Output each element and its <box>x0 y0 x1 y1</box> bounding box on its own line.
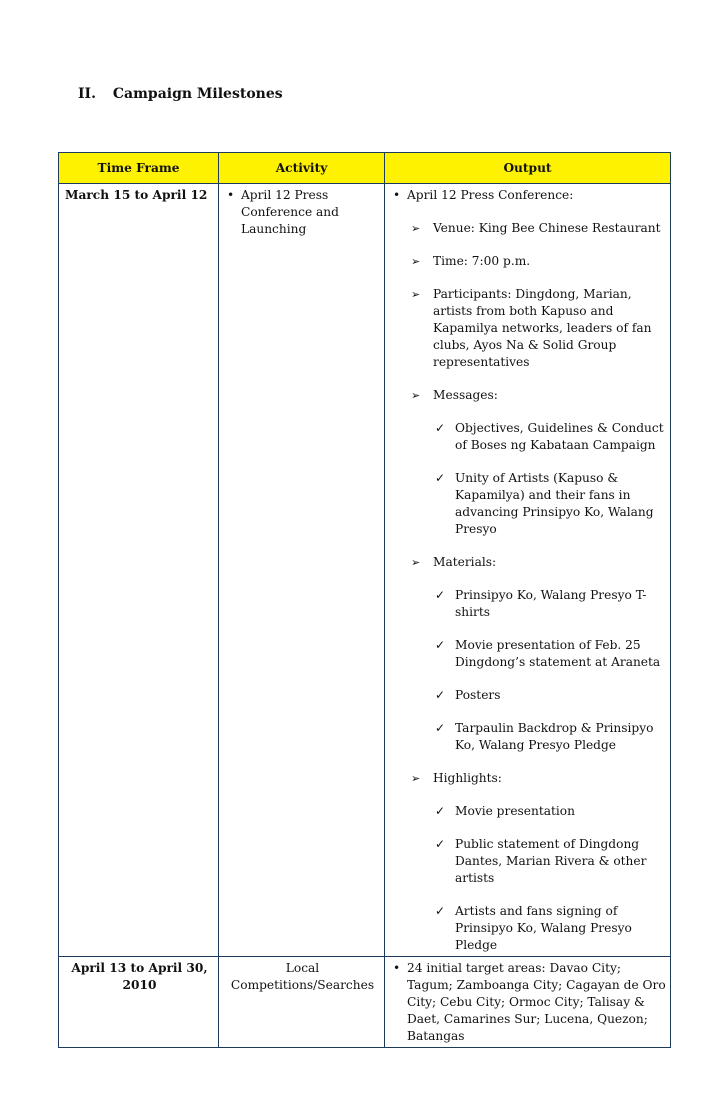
messages-label: Messages: <box>433 388 498 402</box>
time-frame-cell <box>59 184 219 957</box>
arrow-bullet-icon: ➢ <box>411 389 421 402</box>
output-cell <box>385 184 671 957</box>
checkmark-icon: ✓ <box>435 721 446 735</box>
section-number: II. <box>78 86 96 102</box>
time-frame-text: March 15 to April 12 <box>65 188 208 202</box>
milestones-table <box>58 152 671 1048</box>
activity-text: Local Competitions/Searches <box>230 961 375 992</box>
list-item: Objectives, Guidelines & Conduct of Boses ng Kabataan Campaign <box>455 421 664 452</box>
checkmark-icon: ✓ <box>435 904 446 918</box>
section-title: Campaign Milestones <box>112 86 283 102</box>
list-item: Public statement of Dingdong Dantes, Marian Rivera & other artists <box>455 837 647 885</box>
checkmark-icon: ✓ <box>435 588 446 602</box>
venue-text: Venue: King Bee Chinese Restaurant <box>433 221 661 235</box>
table-header-row <box>59 153 671 184</box>
bullet-icon: • <box>393 961 401 975</box>
arrow-bullet-icon: ➢ <box>411 255 421 268</box>
section-heading <box>78 86 283 102</box>
table-row <box>59 957 671 1048</box>
table-row <box>59 184 671 957</box>
list-item: Artists and fans signing of Prinsipyo Ko, Walang Presyo Pledge <box>455 904 632 952</box>
activity-cell <box>219 184 385 957</box>
participants-text: Participants: Dingdong, Marian, artists from both Kapuso and Kapamilya networks, leaders of fan clubs, Ayos Na & Solid Group representatives <box>433 287 652 369</box>
time-text: Time: 7:00 p.m. <box>433 254 531 268</box>
checkmark-icon: ✓ <box>435 688 446 702</box>
list-item: Unity of Artists (Kapuso & Kapamilya) and their fans in advancing Prinsipyo Ko, Walang Presyo <box>455 471 654 536</box>
arrow-bullet-icon: ➢ <box>411 772 421 785</box>
bullet-icon: • <box>227 188 235 202</box>
checkmark-icon: ✓ <box>435 804 446 818</box>
checkmark-icon: ✓ <box>435 638 446 652</box>
bullet-icon: • <box>393 188 401 202</box>
list-item: Prinsipyo Ko, Walang Presyo T-shirts <box>455 588 647 619</box>
header-time-frame: Time Frame <box>59 153 219 184</box>
time-frame-text: April 13 to April 30, 2010 <box>71 961 208 992</box>
header-activity: Activity <box>219 153 385 184</box>
activity-text: April 12 Press Conference and Launching <box>241 188 339 236</box>
arrow-bullet-icon: ➢ <box>411 222 421 235</box>
list-item: Posters <box>455 688 501 702</box>
arrow-bullet-icon: ➢ <box>411 556 421 569</box>
output-title: April 12 Press Conference: <box>407 188 574 202</box>
checkmark-icon: ✓ <box>435 837 446 851</box>
arrow-bullet-icon: ➢ <box>411 288 421 301</box>
header-output: Output <box>385 153 671 184</box>
highlights-label: Highlights: <box>433 771 502 785</box>
materials-label: Materials: <box>433 555 497 569</box>
activity-cell <box>219 957 385 1048</box>
time-frame-cell <box>59 957 219 1048</box>
list-item: Movie presentation <box>455 804 575 818</box>
list-item: Tarpaulin Backdrop & Prinsipyo Ko, Walang Presyo Pledge <box>455 721 654 752</box>
checkmark-icon: ✓ <box>435 471 446 485</box>
checkmark-icon: ✓ <box>435 421 446 435</box>
output-text: 24 initial target areas: Davao City; Tagum; Zamboanga City; Cagayan de Oro City; Cebu City; Ormoc City; Talisay & Daet, Camarines Sur; Lucena, Quezon; Batangas <box>407 961 666 1043</box>
list-item: Movie presentation of Feb. 25 Dingdong’s statement at Araneta <box>455 638 661 669</box>
output-cell <box>385 957 671 1048</box>
